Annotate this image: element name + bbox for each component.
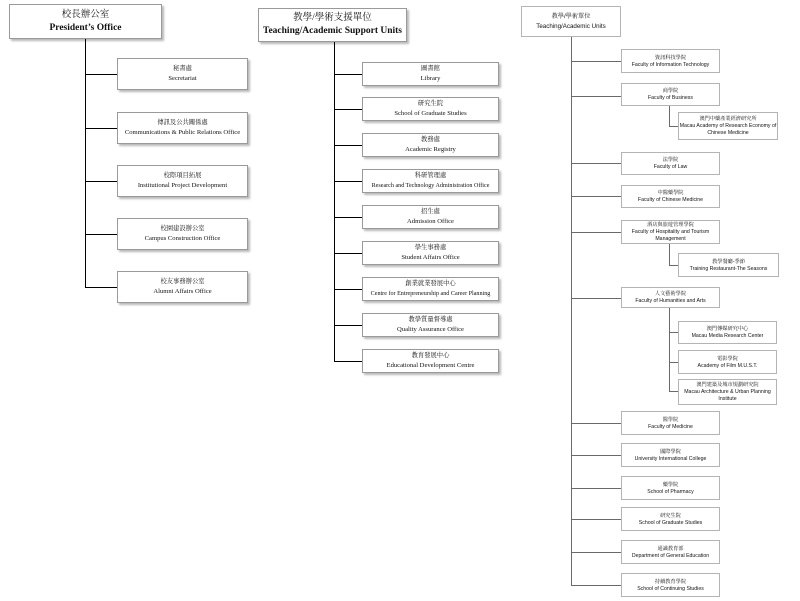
connector [334,145,362,146]
unit-label-zh: 資訊科技學院 [654,54,687,61]
unit-label-en: Faculty of Business [648,95,693,101]
unit-label-en: School of Graduate Studies [638,519,703,526]
unit-label-zh: 校園建設辦公室 [160,225,205,232]
research-economy-chinese-medicine-box [678,112,778,140]
connector [669,244,670,265]
training-restaurant-box [678,253,779,277]
connector [571,96,621,97]
unit-label-en: Campus Construction Office [144,235,221,242]
unit-label-zh: 人文藝術學院 [654,291,687,297]
connector [85,128,117,129]
connector [334,361,362,362]
connector [571,61,621,62]
connector [85,181,117,182]
connector [571,585,621,586]
unit-label-en: Macau Media Research Center [691,333,764,339]
unit-label-en: Macau Academy of Research Economy of Chinese Medicine [679,123,777,136]
presidents-office-title-en: President’s Office [49,22,122,33]
unit-label-zh: 校際項目拓展 [163,172,202,179]
unit-label-en: Department of General Education [631,552,710,559]
unit-label-zh: 創業就業發展中心 [405,280,456,287]
school-pharmacy-box [621,476,720,500]
unit-label-zh: 學生事務處 [414,244,447,251]
general-education-box [621,540,720,564]
faculty-chinese-medicine-box [621,185,720,208]
unit-label-zh: 秘書處 [173,65,192,72]
unit-label-en: Centre for Entrepreneurship and Career Planning [370,291,491,297]
unit-label-en: Library [420,75,441,82]
faculty-business-box [621,83,720,106]
connector [571,519,621,520]
connector [669,332,678,333]
connector [571,232,621,233]
graduate-studies-box [362,97,499,121]
unit-label-zh: 酒店與旅遊管理學院 [647,222,694,228]
unit-label-zh: 通識教育部 [657,545,684,552]
connector [85,74,117,75]
unit-label-zh: 國際學院 [660,448,681,455]
faculty-information-technology-box [621,49,720,73]
connector [571,552,621,553]
unit-label-en: Institutional Project Development [137,182,228,189]
unit-label-en: Admission Office [407,218,454,225]
campus-construction-box [117,218,248,250]
unit-label-en: Faculty of Law [653,164,688,170]
unit-label-zh: 招生處 [421,208,440,215]
library-box [362,62,499,86]
unit-label-en: Faculty of Medicine [648,423,693,430]
unit-label-en: Faculty of Information Technology [631,61,710,68]
support-units-title-en: Teaching/Academic Support Units [263,26,402,36]
unit-label-zh: 研究生院 [417,100,444,107]
connector [571,455,621,456]
connector [334,74,362,75]
educational-development-box [362,349,499,373]
unit-label-zh: 澳門中藥產業經濟研究所 [699,116,757,122]
unit-label-en: Student Affairs Office [401,254,460,261]
connector [85,234,117,235]
entrepreneurship-career-box [362,277,499,301]
continuing-studies-box [621,573,720,597]
connector [571,423,621,424]
unit-label-en: Communications & Public Relations Office [124,129,241,136]
connector [85,287,117,288]
academic-units-title-zh: 教學/學術單位 [551,12,591,20]
connector [571,298,621,299]
unit-label-zh: 法學院 [662,157,679,163]
unit-label-en: Academy of Film M.U.S.T. [697,362,758,369]
unit-label-zh: 澳門建築及城市規劃研究院 [696,382,759,388]
unit-label-en: School of Continuing Studies [637,585,704,592]
unit-label-en: Faculty of Humanities and Arts [635,298,706,304]
connector [571,196,621,197]
faculty-humanities-arts-box [621,287,720,308]
communications-office-box [117,112,248,144]
admission-office-box [362,205,499,229]
secretariat-box [117,58,248,90]
unit-label-zh: 藥學院 [662,481,679,488]
connector [85,39,86,288]
connector [571,37,572,585]
academy-film-box [678,350,777,374]
architecture-urban-planning-box [678,379,777,405]
unit-label-en: Faculty of Hospitality and Tourism Management [631,229,710,242]
unit-label-en: Training Restaurant-The Seasons [689,265,768,272]
academic-registry-box [362,133,499,157]
research-technology-box [362,169,499,193]
alumni-affairs-box [117,271,248,303]
connector [669,391,678,392]
unit-label-en: Educational Development Centre [386,362,475,369]
connector [669,106,670,126]
international-college-box [621,443,720,467]
connector [334,181,362,182]
unit-label-en: Macau Architecture & Urban Planning Institute [684,389,771,402]
unit-label-en: Alumni Affairs Office [153,288,212,295]
unit-label-en: Quality Assurance Office [397,326,464,333]
unit-label-en: Faculty of Chinese Medicine [637,197,704,203]
school-graduate-studies-box [621,507,720,531]
unit-label-zh: 研究生院 [660,512,681,519]
unit-label-zh: 中醫藥學院 [657,190,684,196]
unit-label-zh: 傳訊及公共關係處 [157,119,208,126]
unit-label-zh: 商學院 [662,88,679,94]
connector [334,42,335,361]
unit-label-zh: 澳門傳媒研究中心 [706,326,749,332]
faculty-law-box [621,152,720,175]
unit-label-en: Research and Technology Administration Office [371,183,490,189]
presidents-office-title-zh: 校長辦公室 [61,9,110,20]
unit-label-zh: 電影學院 [717,355,738,362]
unit-label-zh: 科研管理處 [414,172,447,179]
institutional-project-box [117,165,248,197]
unit-label-zh: 教育發展中心 [411,352,450,359]
unit-label-zh: 校友事務辦公室 [160,278,205,285]
connector [669,126,678,127]
unit-label-en: Secretariat [168,75,197,82]
unit-label-en: School of Graduate Studies [394,110,467,117]
connector [669,265,678,266]
connector [334,109,362,110]
connector [334,217,362,218]
unit-label-zh: 教學質量督導處 [408,316,453,323]
academic-units-header [521,6,621,37]
media-research-center-box [678,321,777,344]
unit-label-zh: 教學餐廳-季節 [712,258,745,265]
connector [334,289,362,290]
student-affairs-box [362,241,499,265]
unit-label-zh: 持續教育學院 [654,578,687,585]
presidents-office-header [9,4,162,39]
connector [334,253,362,254]
connector [669,362,678,363]
unit-label-zh: 醫學院 [662,416,679,423]
faculty-medicine-box [621,411,720,435]
quality-assurance-box [362,313,499,337]
faculty-hospitality-tourism-box [621,220,720,244]
unit-label-zh: 教務處 [421,136,440,143]
connector [334,325,362,326]
unit-label-en: Academic Registry [405,146,456,153]
connector [571,488,621,489]
support-units-title-zh: 教學/學術支援單位 [293,13,372,23]
academic-units-title-en: Teaching/Academic Units [536,22,606,30]
connector [571,163,621,164]
support-units-header [258,8,407,42]
unit-label-en: University International College [634,455,707,462]
connector [669,308,670,391]
unit-label-zh: 圖書館 [421,65,440,72]
unit-label-en: School of Pharmacy [647,488,694,495]
